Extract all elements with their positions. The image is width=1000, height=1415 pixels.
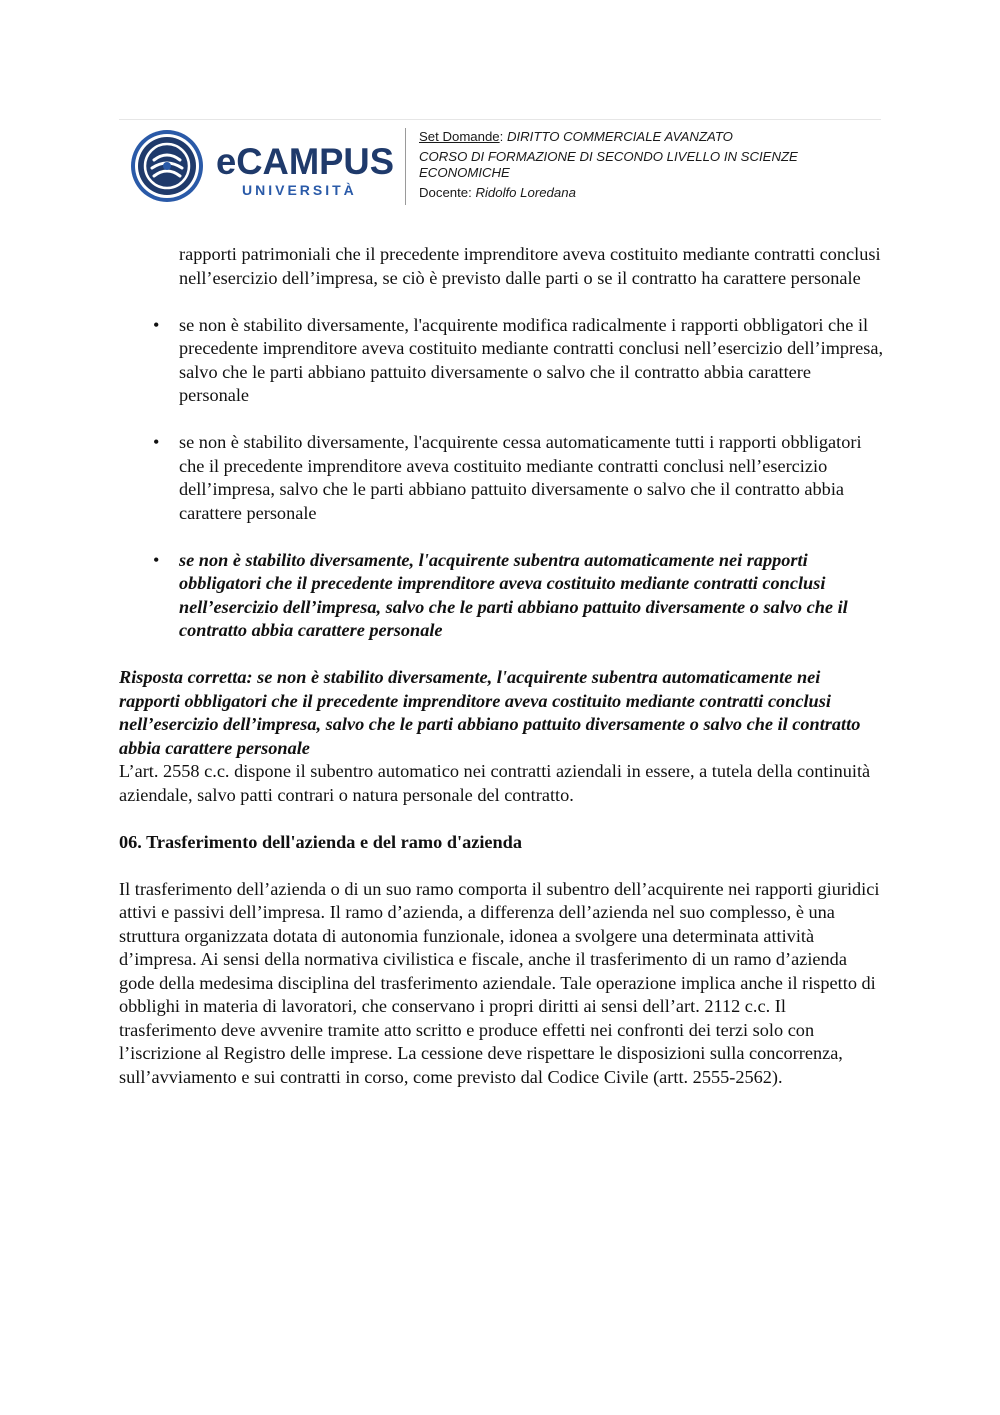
document-body <box>119 243 884 1089</box>
correct-answer: Risposta corretta: se non è stabilito diversamente, l'acquirente subentra automaticamente nei rapporti obbligatori che il precedente imprenditore aveva costituito mediante contratti conclusi nell’esercizio dell’impresa, salvo che le parti abbiano pattuito diversamente o salvo che il contratto abbia carattere personale <box>119 667 861 758</box>
teacher-label: Docente: <box>419 185 476 200</box>
section-paragraph: Il trasferimento dell’azienda o di un suo ramo comporta il subentro dell’acquirente nei rapporti giuridici attivi e passivi dell’impresa. Il ramo d’azienda, a differenza dell’azienda nel suo complesso, è una struttura organizzata dotata di autonomia funzionale, idonea a svolgere una determinata attività d’impresa. Ai sensi della normativa civilistica e fiscale, anche il trasferimento di un ramo d’azienda gode della medesima disciplina del trasferimento aziendale. Tale operazione implica anche il rispetto di obblighi in materia di lavoratori, che conservano i propri diritti ai sensi dell’art. 2112 c.c. Il trasferimento deve avvenire tramite atto scritto e produce effetti nei confronti dei terzi solo con l’iscrizione al Registro delle imprese. La cessione deve rispettare le disposizioni sulla concorrenza, sull’avviamento e sui contratti in corso, come previsto dal Codice Civile (artt. 2555-2562). <box>119 878 880 1087</box>
answer-option-text: se non è stabilito diversamente, l'acquirente cessa automaticamente tutti i rapporti obbligatori che il precedente imprenditore aveva costituito mediante contratti conclusi nell’esercizio dell’impresa, salvo che le parti abbiano pattuito diversamente o salvo che il contratto abbia carattere personale <box>179 432 862 523</box>
bullet-icon: • <box>153 432 160 452</box>
set-line <box>419 129 879 145</box>
ecampus-emblem-icon <box>128 128 206 204</box>
teacher-name: Ridolfo Loredana <box>475 185 576 200</box>
ecampus-logo <box>128 128 396 204</box>
header-top-rule <box>119 119 881 120</box>
bullet-icon: • <box>153 549 160 570</box>
ecampus-wordmark <box>216 142 396 202</box>
answer-options-list <box>119 314 884 643</box>
continued-option-text: rapporti patrimoniali che il precedente imprenditore aveva costituito mediante contratti conclusi nell’esercizio dell’impresa, se ciò è previsto dalle parti o se il contratto ha carattere personale <box>179 244 881 288</box>
answer-option-text: se non è stabilito diversamente, l'acquirente subentra automaticamente nei rapporti obbligatori che il precedente imprenditore aveva costituito mediante contratti conclusi nell’esercizio dell’impresa, salvo che le parti abbiano pattuito diversamente o salvo che il contratto abbia carattere personale <box>179 549 848 640</box>
bullet-icon: • <box>153 314 160 335</box>
teacher-line <box>419 185 879 201</box>
answer-option-correct <box>119 549 884 643</box>
answer-explanation: L’art. 2558 c.c. dispone il subentro automatico nei contratti aziendali in essere, a tutela della continuità aziendale, salvo patti contrari o natura personale del contratto. <box>119 761 871 805</box>
set-value: DIRITTO COMMERCIALE AVANZATO <box>506 129 733 144</box>
logo-subtitle-text: UNIVERSITÀ <box>242 182 357 198</box>
answer-option <box>119 431 884 525</box>
logo-brand-text: eCAMPUS <box>216 142 394 182</box>
set-separator: : <box>499 129 507 144</box>
section-title: 06. Trasferimento dell'azienda e del ramo d'azienda <box>119 831 522 852</box>
set-label: Set Domande <box>419 129 500 144</box>
header-divider <box>405 128 406 205</box>
course-header <box>419 129 879 201</box>
answer-option-text: se non è stabilito diversamente, l'acquirente modifica radicalmente i rapporti obbligatori che il precedente imprenditore aveva costituito mediante contratti conclusi nell’esercizio dell’impresa, salvo che le parti abbiano pattuito diversamente o salvo che il contratto abbia carattere personale <box>179 314 884 405</box>
course-title: CORSO DI FORMAZIONE DI SECONDO LIVELLO IN SCIENZE ECONOMICHE <box>419 149 798 180</box>
answer-option <box>119 314 884 408</box>
